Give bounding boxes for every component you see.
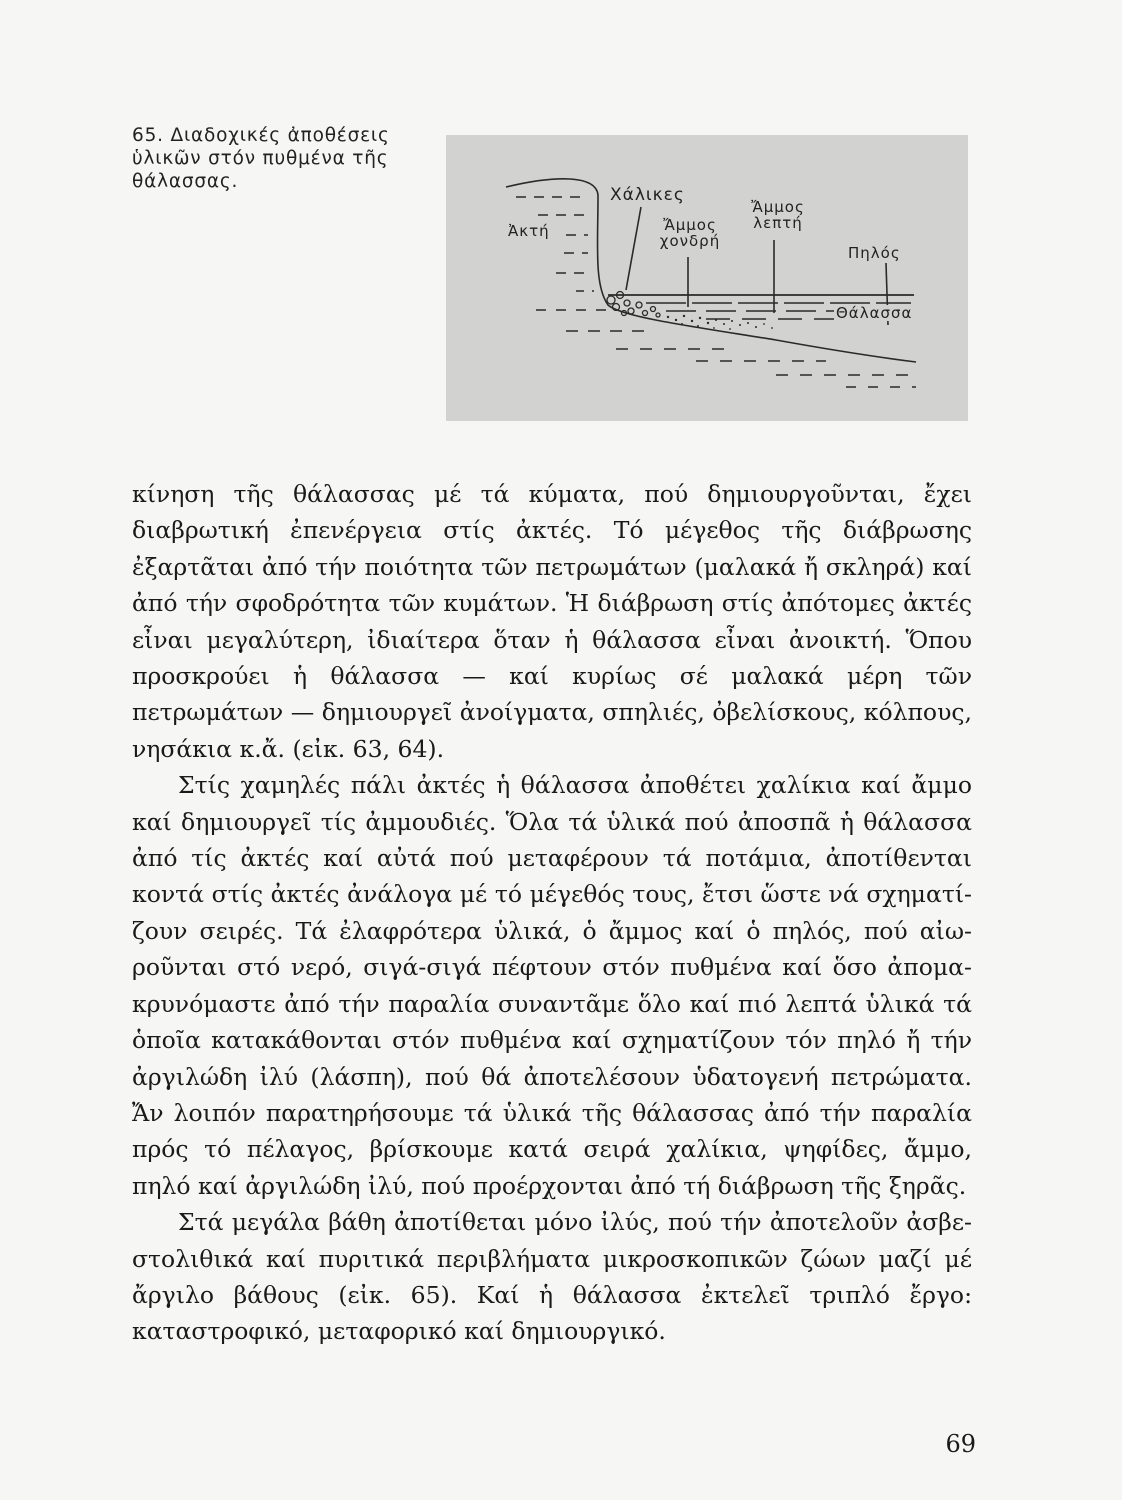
label-coast: Ἀκτή (508, 222, 550, 240)
pebbles-pointer (626, 207, 641, 290)
paragraph: Στίς χαμηλές πάλι ἀκτές ἡ θάλασσα ἀποθέτει χαλίκια καί ἄμμο καί δημιουργεῖ τίς ἀμμουδιές. Ὅλα τά ὑλικά πού ἀποσπᾶ ἡ θάλασσα ἀπό τίς ἀκτές καί αὐτά πού μεταφέρουν τά ποτάμια, ἀποτίθενται κοντά στίς ἀκτές ἀνάλογα μέ τό μέγεθός τους, ἔτσι ὥστε νά σχηματίζουν σειρές. Τά ἐλαφρότερα ὑλικά, ὁ ἄμμος καί ὁ πηλός, πού αἰωροῦνται στό νερό, σιγά-σιγά πέφτουν στόν πυθμένα καί ὅσο ἀπομακρυνόμαστε ἀπό τήν παραλία συναντᾶμε ὅλο καί πιό λεπτά ὑλικά τά ὁποῖα κατακάθονται στόν πυθμένα καί σχηματίζουν τόν πηλό ἤ τήν ἀργιλώδη ἰλύ (λάσπη), πού θά ἀποτελέσουν ὑδατογενή πετρώματα. Ἄν λοιπόν παρατηρήσουμε τά ὑλικά τῆς θάλασσας ἀπό τήν παραλία πρός τό πέλαγος, βρίσκουμε κατά σειρά χαλίκια, ψηφίδες, ἄμμο, πηλό καί ἀργιλώδη ἰλύ, πού προέρχονται ἀπό τή διάβρωση τῆς ξηρᾶς. (132, 771, 972, 1200)
label-fine-sand: Ἄμμος λεπτή (751, 198, 805, 232)
sand-deposit (667, 315, 773, 330)
seabed-profile-line (506, 179, 916, 362)
label-pebbles: Χάλικες (610, 185, 685, 205)
page-number: 69 (945, 1430, 976, 1458)
paragraph: Στά μεγάλα βάθη ἀποτίθεται μόνο ἰλύς, πού τήν ἀποτελοῦν ἀσβεστολιθικά καί πυριτικά περιβλήματα μικροσκοπικῶν ζώων μαζί μέ ἄργιλο βάθους (εἰκ. 65). Καί ἡ θάλασσα ἐκτελεῖ τριπλό ἔργο: καταστροφικό, μεταφορικό καί δημιουργικό. (132, 1208, 972, 1346)
body-text (132, 476, 972, 1350)
label-coarse-sand: Ἄμμος χονδρή (659, 216, 721, 250)
coast-profile-drawing (446, 135, 968, 421)
label-sea: Θάλασσα (836, 304, 913, 322)
coastal-deposition-figure (446, 135, 968, 421)
paragraph: κίνηση τῆς θάλασσας μέ τά κύματα, πού δημιουργοῦνται, ἔχει διαβρωτική ἐπενέργεια στίς ἀκτές. Τό μέγεθος τῆς διάβρωσης ἐξαρτᾶται ἀπό τήν ποιότητα τῶν πετρωμάτων (μαλακά ἤ σκληρά) καί ἀπό τήν σφοδρότητα τῶν κυμάτων. Ἡ διάβρωση στίς ἀπότομες ἀκτές εἶναι μεγαλύτερη, ἰδιαίτερα ὅταν ἡ θάλασσα εἶναι ἀνοικτή. Ὅπου προσκρούει ἡ θάλασσα — καί κυρίως σέ μαλακά μέρη τῶν πετρωμάτων — δημιουργεῖ ἀνοίγματα, σπηλιές, ὀβελίσκους, κόλπους, νησάκια κ.ἄ. (εἰκ. 63, 64). (132, 480, 972, 763)
figure-caption: 65. Διαδοχικές ἀποθέσεις ὑλικῶν στόν πυθμένα τῆς θάλασσας. (132, 125, 390, 192)
label-mud: Πηλός (848, 244, 901, 262)
